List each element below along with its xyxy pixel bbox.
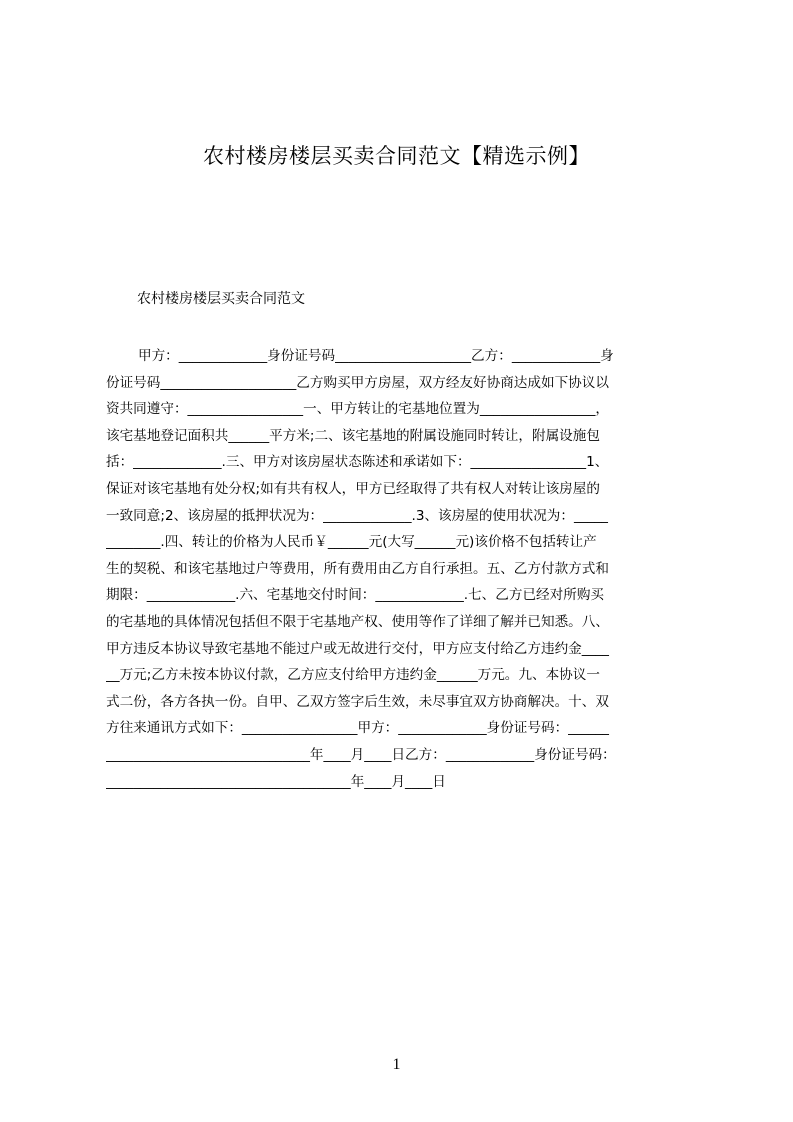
- body-line: 甲方：_____________身份证号码____________________乙方：_____________身: [138, 348, 614, 364]
- body-line: 括：_____________.三、甲方对该房屋状态陈述和承诺如下：_________________1、: [106, 454, 609, 471]
- body-line: 一致同意;2、该房屋的抵押状况为：_____________.3、该房屋的使用状况为：_____: [106, 507, 608, 524]
- body-line: 生的契税、和该宅基地过户等费用，所有费用由乙方自行承担。五、乙方付款方式和: [106, 560, 609, 577]
- body-line: 保证对该宅基地有处分权;如有共有权人，甲方已经取得了共有权人对转让该房屋的: [106, 480, 600, 497]
- body-line: 资共同遵守：_________________一、甲方转让的宅基地位置为_________________，: [106, 401, 609, 418]
- document-title: 农村楼房楼层买卖合同范文【精选示例】: [203, 144, 590, 168]
- body-line: 的宅基地的具体情况包括但不限于宅基地产权、使用等作了详细了解并已知悉。八、: [106, 613, 609, 630]
- body-line: 方往来通讯方式如下：_________________甲方：_____________身份证号码：______: [106, 720, 609, 737]
- body-line: 式二份，各方各执一份。自甲、乙双方签字后生效，未尽事宜双方协商解决。十、双: [106, 693, 609, 710]
- contract-body: [106, 343, 696, 795]
- body-line: ________.四、转让的价格为人民币￥______元(大写______元)该价格不包括转让产: [106, 534, 597, 551]
- body-line: ______________________________年____月____日乙方：_____________身份证号码：: [106, 746, 616, 763]
- body-line: 期限：_____________.六、宅基地交付时间：_____________.七、乙方已经对所购买: [106, 587, 605, 604]
- body-line: ____________________________________年____月____日: [106, 773, 446, 790]
- body-line: __万元;乙方未按本协议付款，乙方应支付给甲方违约金______万元。九、本协议一: [106, 667, 600, 684]
- body-line: 甲方违反本协议导致宅基地不能过户或无故进行交付，甲方应支付给乙方违约金____: [106, 640, 609, 657]
- page-number: 1: [392, 1056, 401, 1073]
- body-line: 份证号码____________________乙方购买甲方房屋，双方经友好协商达成如下协议以: [106, 374, 609, 391]
- document-subtitle: 农村楼房楼层买卖合同范文: [137, 291, 305, 307]
- body-line: 该宅基地登记面积共______平方米;二、该宅基地的附属设施同时转让，附属设施包: [106, 427, 600, 444]
